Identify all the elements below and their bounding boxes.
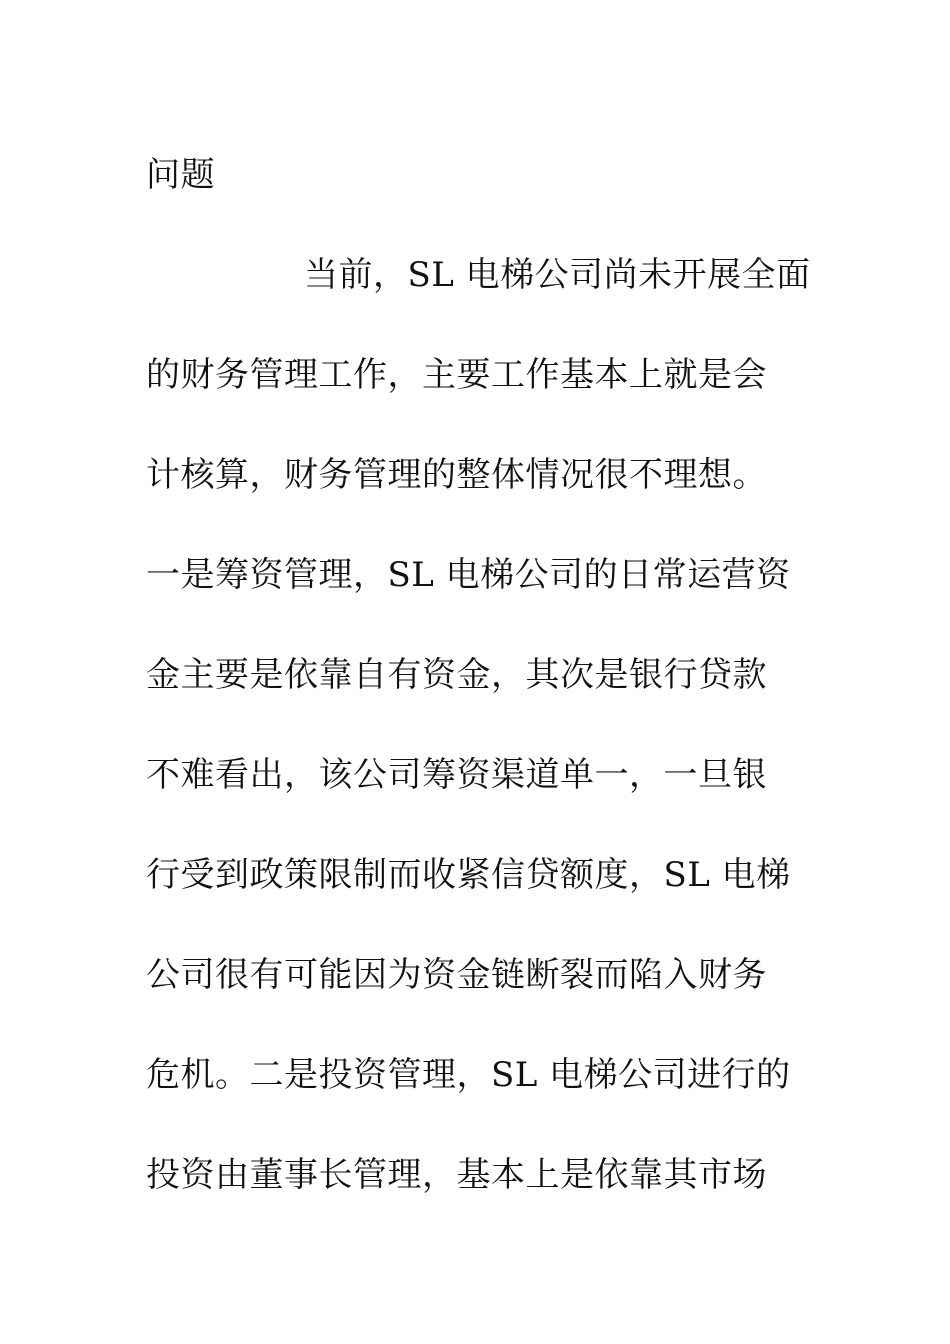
text-line-3: 的财务管理工作，主要工作基本上就是会 <box>146 355 767 395</box>
text-line-11: 投资由董事长管理，基本上是依靠其市场 <box>146 1155 767 1195</box>
text-line-5: 一是筹资管理，SL 电梯公司的日常运营资 <box>146 555 791 595</box>
text-line-9: 公司很有可能因为资金链断裂而陷入财务 <box>146 955 767 995</box>
text-line-1: 问题 <box>146 155 215 195</box>
text-line-8: 行受到政策限制而收紧信贷额度，SL 电梯 <box>146 855 791 895</box>
text-line-10: 危机。二是投资管理，SL 电梯公司进行的 <box>146 1055 791 1095</box>
text-line-4: 计核算，财务管理的整体情况很不理想。 <box>146 455 767 495</box>
text-line-7: 不难看出，该公司筹资渠道单一，一旦银 <box>146 755 767 795</box>
text-line-2: 当前，SL 电梯公司尚未开展全面 <box>304 255 811 295</box>
body-text <box>146 125 826 1225</box>
text-line-6: 金主要是依靠自有资金，其次是银行贷款 <box>146 655 767 695</box>
